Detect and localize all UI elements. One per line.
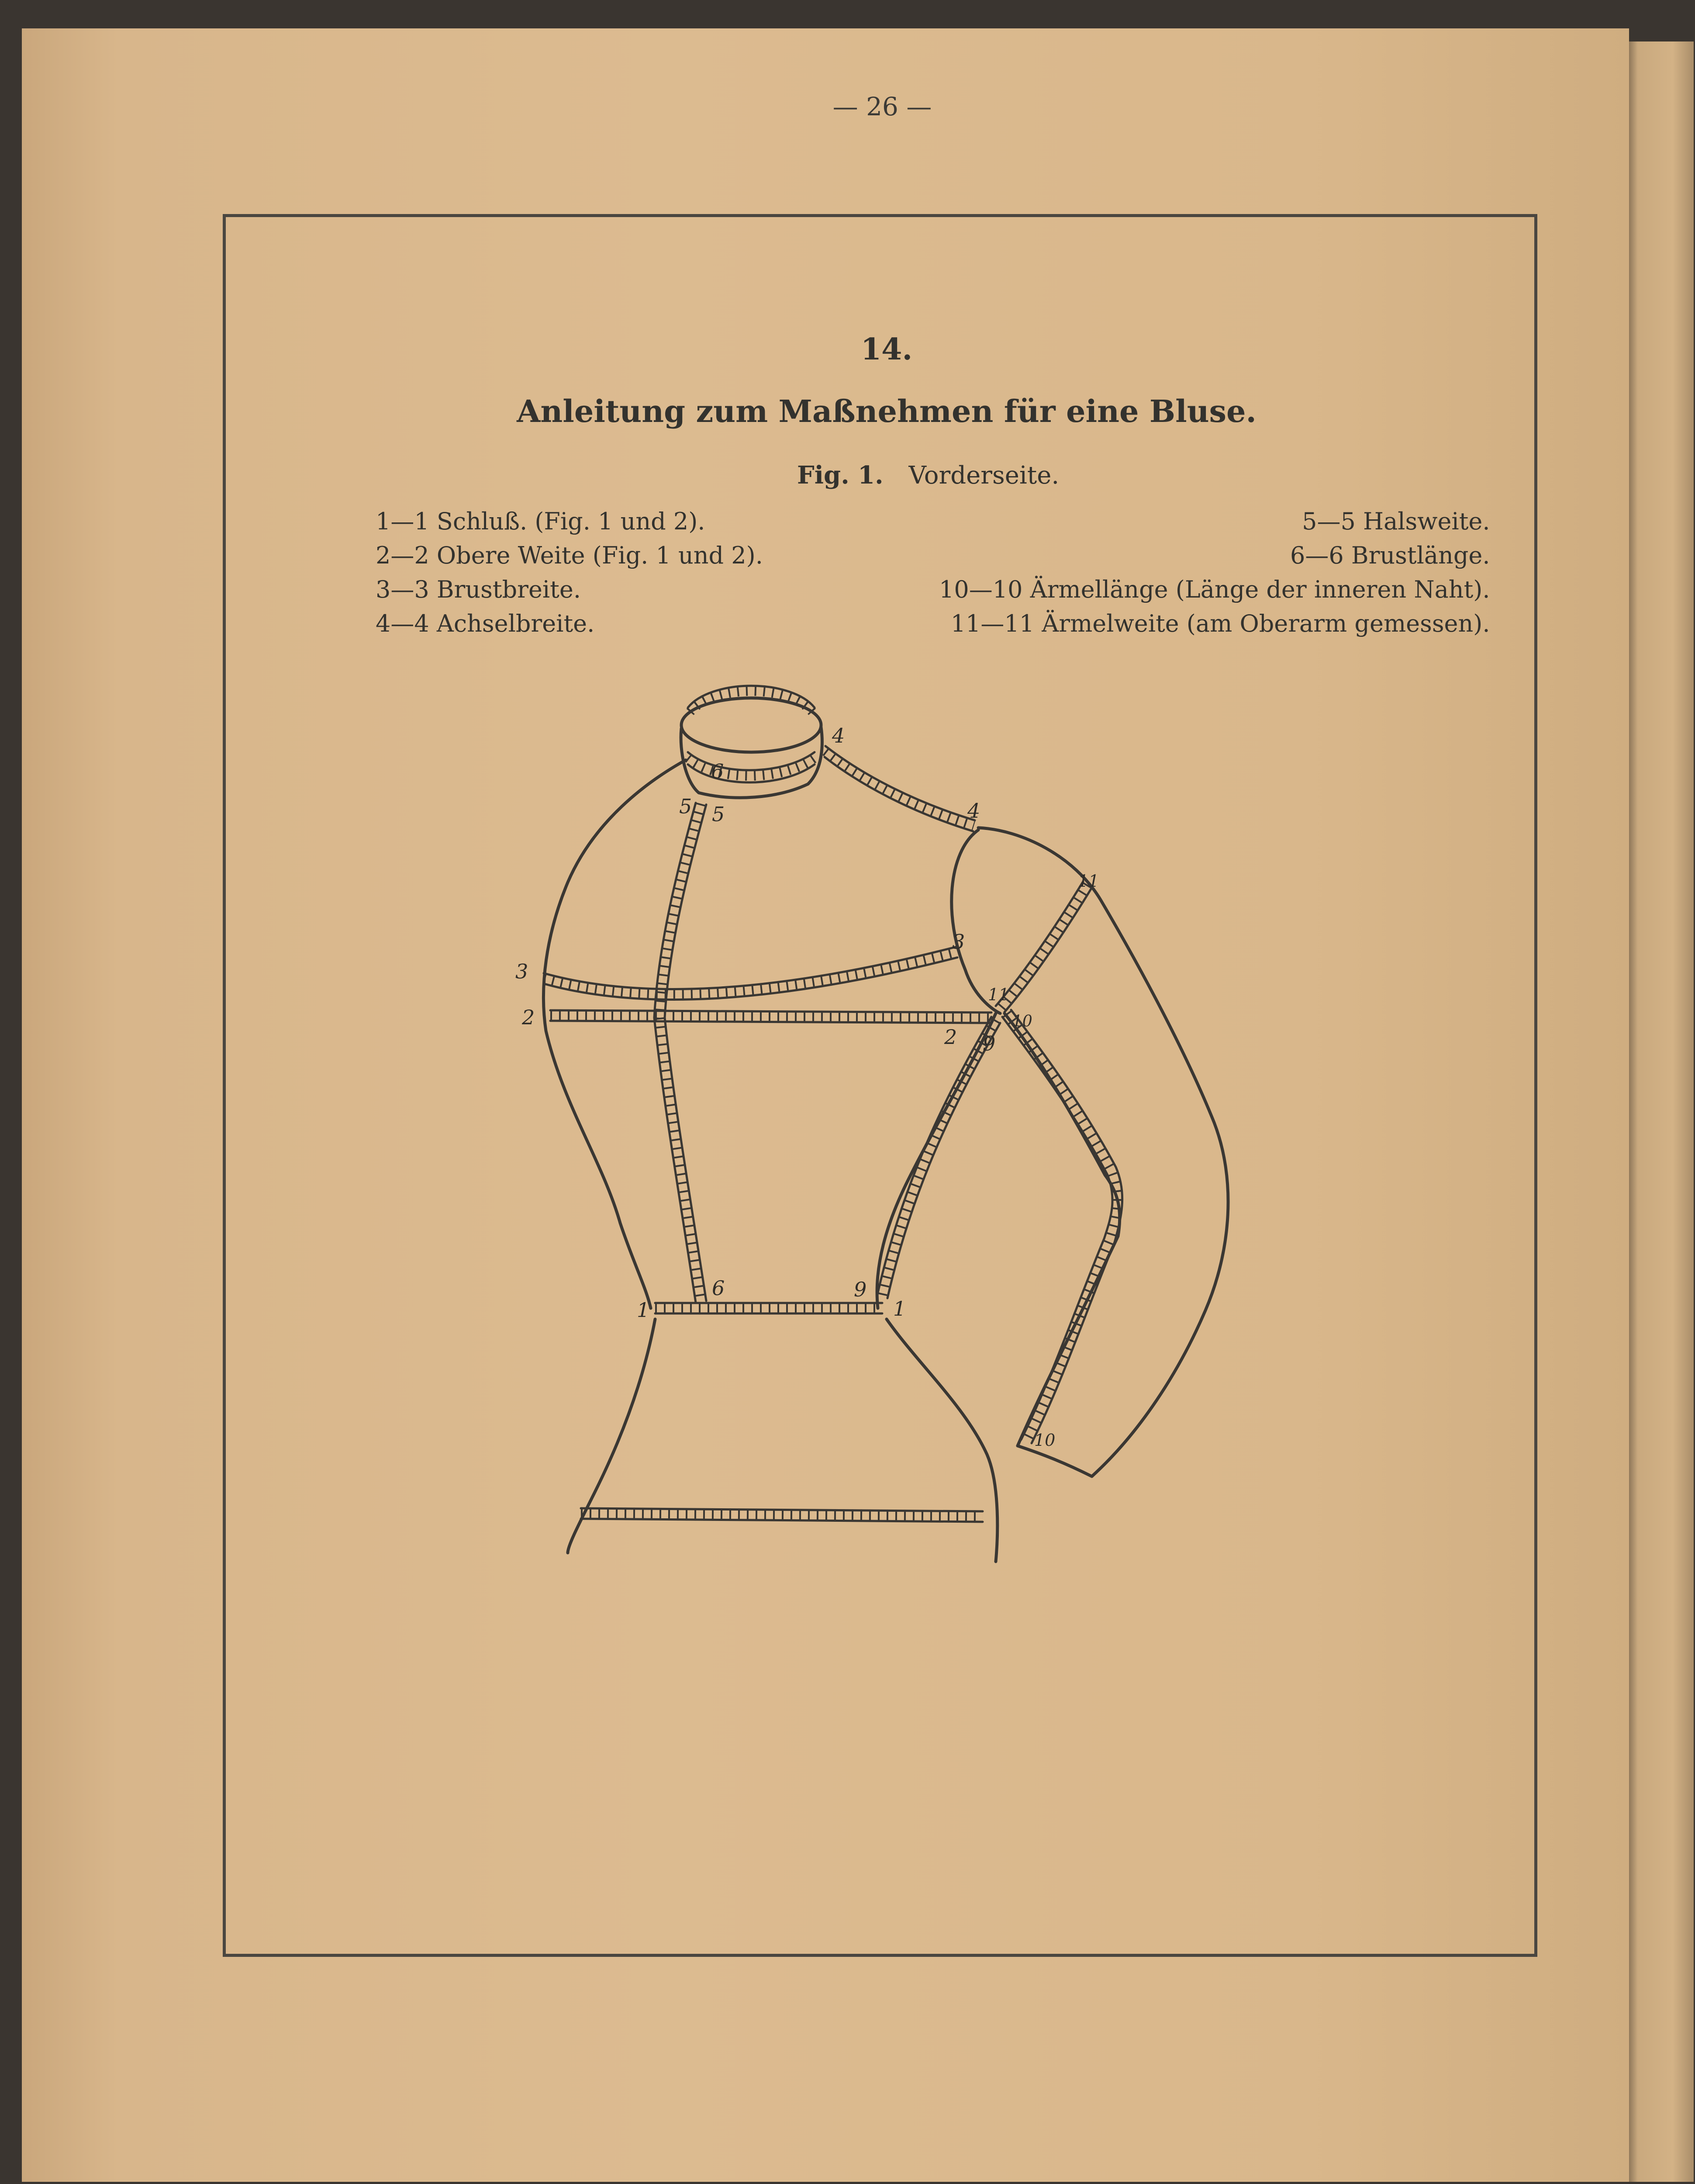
neck-ring-top xyxy=(681,698,821,752)
tape-arm-width xyxy=(1000,885,1087,1009)
arm-cuff xyxy=(1018,1446,1092,1476)
legend-item: 5—5 Halsweite. xyxy=(1302,508,1490,535)
legend-item: 6—6 Brustlänge. xyxy=(1290,542,1490,569)
tape-hip xyxy=(581,1514,983,1517)
label-arm-11a: 11 xyxy=(1078,871,1099,891)
legend-item: 2—2 Obere Weite (Fig. 1 und 2). xyxy=(376,542,763,569)
label-neck-5a: 5 xyxy=(679,795,692,818)
label-neck-6: 6 xyxy=(711,760,724,783)
label-arm-10b: 10 xyxy=(1034,1431,1056,1450)
body-outline-left xyxy=(543,760,686,1308)
legend-item: 3—3 Brustbreite. xyxy=(376,576,581,603)
legend-item: 10—10 Ärmellänge (Länge der inneren Naht). xyxy=(939,576,1490,603)
label-upper-2l: 2 xyxy=(522,1006,535,1029)
label-waist-9: 9 xyxy=(854,1278,867,1301)
figure-caption-text: Vorderseite. xyxy=(908,461,1060,490)
label-waist-6: 6 xyxy=(712,1276,725,1300)
legend-item: 4—4 Achselbreite. xyxy=(376,610,595,637)
legend-item: 1—1 Schluß. (Fig. 1 und 2). xyxy=(376,508,705,535)
label-chest-3l: 3 xyxy=(515,960,528,983)
label-shoulder-4a: 4 xyxy=(832,724,845,747)
label-waist-1l: 1 xyxy=(637,1298,650,1322)
label-neck-5b: 5 xyxy=(712,802,725,826)
neck-ring-front xyxy=(681,727,822,798)
arm-outer xyxy=(978,828,1228,1476)
body-outline-hip-right xyxy=(887,1319,998,1562)
legend-item: 11—11 Ärmelweite (am Oberarm gemessen). xyxy=(950,610,1490,637)
label-shoulder-4b: 4 xyxy=(967,799,980,822)
label-chest-3r: 3 xyxy=(952,930,965,954)
label-arm-10a: 10 xyxy=(1012,1013,1032,1030)
label-upper-2r: 2 xyxy=(944,1025,957,1049)
figure-caption-label: Fig. 1. xyxy=(797,461,884,490)
section-number: 14. xyxy=(860,332,913,367)
tape-upper-width xyxy=(550,1016,991,1018)
label-arm-9: 9 xyxy=(983,1032,996,1055)
section-title: Anleitung zum Maßnehmen für eine Bluse. xyxy=(517,393,1257,429)
page-number: — 26 — xyxy=(832,92,932,121)
label-arm-11b: 11 xyxy=(988,985,1009,1004)
tape-neck xyxy=(688,758,815,776)
label-waist-1r: 1 xyxy=(893,1297,906,1320)
